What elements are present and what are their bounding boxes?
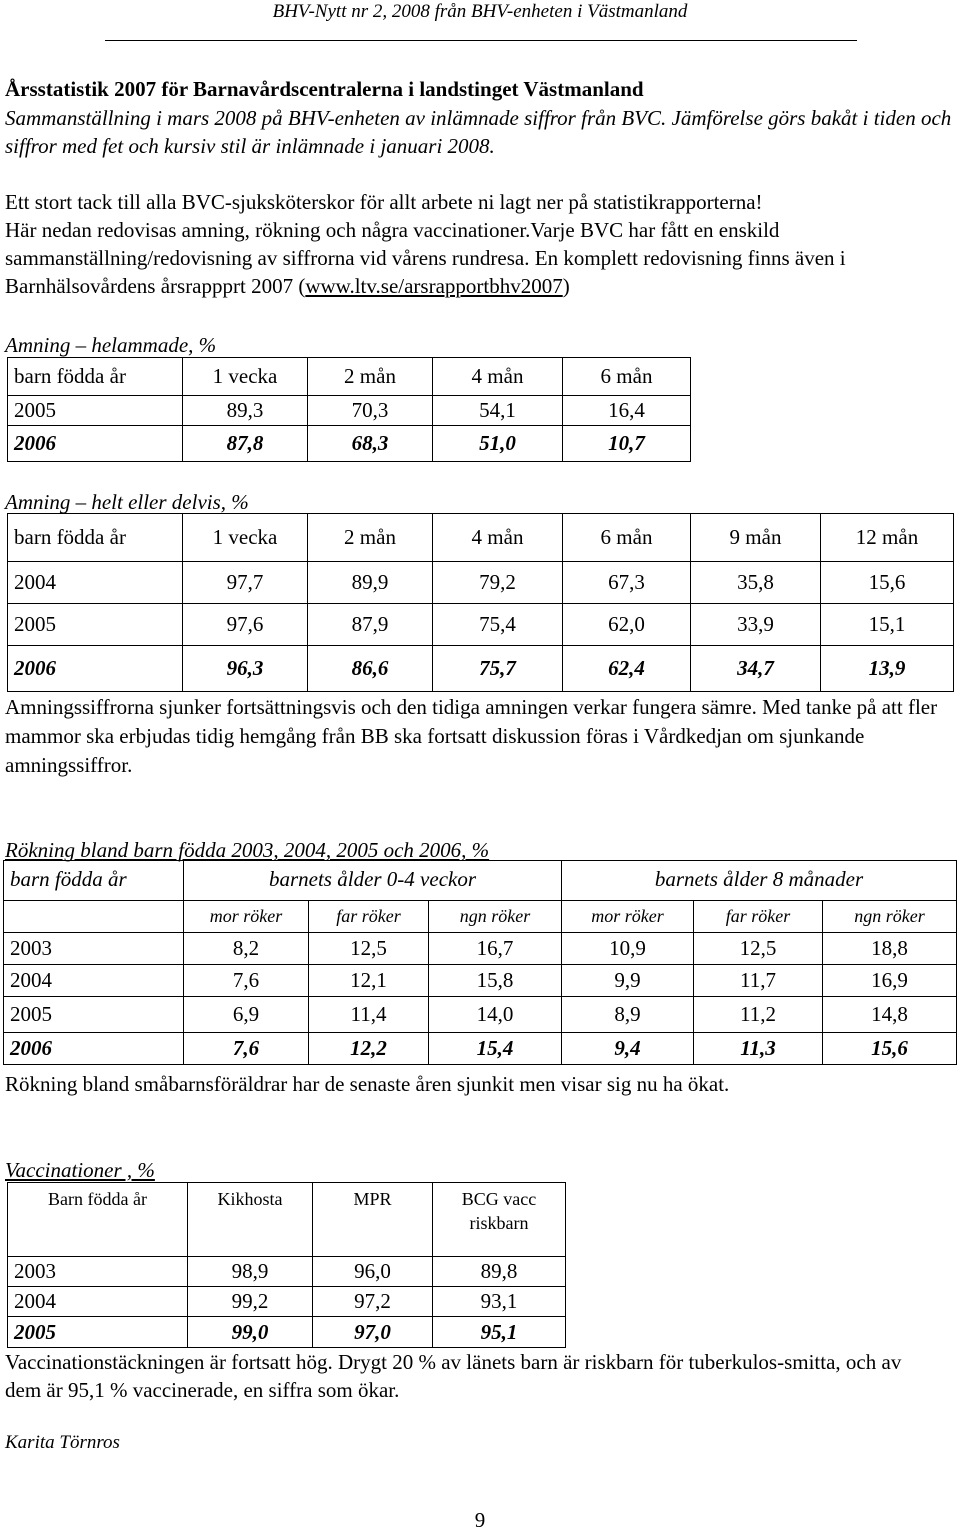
table-subheader-row (4, 901, 957, 933)
author-signature: Karita Törnros (5, 1432, 120, 1453)
page-title: Årsstatistik 2007 för Barnavårdscentralerna i landstinget Västmanland (5, 77, 644, 101)
report-link[interactable]: www.ltv.se/arsrapportbhv2007 (305, 274, 563, 298)
table-cell: 98,9 (188, 1257, 313, 1287)
table-cell: 11,2 (694, 997, 823, 1033)
table-header-cell (4, 901, 184, 933)
vaccination-table (7, 1182, 566, 1348)
table-header-cell: 4 mån (433, 358, 563, 396)
table-cell: 86,6 (308, 646, 433, 692)
table-header-cell: 6 mån (563, 358, 691, 396)
table-cell: 14,0 (429, 997, 562, 1033)
table-row (4, 997, 957, 1033)
breastfeeding-exclusive-table (7, 357, 691, 462)
table-cell: 10,9 (562, 933, 694, 965)
table-cell: 79,2 (433, 562, 563, 604)
table-cell: 15,6 (823, 1033, 957, 1065)
table-cell: 62,4 (563, 646, 691, 692)
smoking-comment: Rökning bland småbarnsföräldrar har de senaste åren sjunkit men visar sig nu ha ökat. (5, 1072, 730, 1096)
table-cell: 51,0 (433, 426, 563, 462)
table-cell: 18,8 (823, 933, 957, 965)
table-cell: 8,9 (562, 997, 694, 1033)
table-cell: 10,7 (563, 426, 691, 462)
intro-thanks: Ett stort tack till alla BVC-sjuksköterskor för allt arbete ni lagt ner på statistikrapporterna! (5, 190, 763, 214)
table-cell: 87,9 (308, 604, 433, 646)
breastfeeding-partial-caption: Amning – helt eller delvis, % (5, 490, 249, 514)
table-header-row (8, 1183, 566, 1257)
table-header-cell: 6 mån (563, 514, 691, 562)
table-cell: 12,2 (309, 1033, 429, 1065)
table-header-cell: MPR (313, 1183, 433, 1257)
table-cell: 93,1 (433, 1287, 566, 1317)
table-cell: 35,8 (691, 562, 821, 604)
table-cell: 15,8 (429, 965, 562, 997)
table-cell: 7,6 (184, 1033, 309, 1065)
table-header-row (8, 514, 954, 562)
intro-paragraph (5, 188, 955, 300)
table-cell: 96,0 (313, 1257, 433, 1287)
table-cell: 15,1 (821, 604, 954, 646)
table-cell: 54,1 (433, 396, 563, 426)
table-row (8, 1287, 566, 1317)
table-cell: 97,6 (183, 604, 308, 646)
table-cell: 15,4 (429, 1033, 562, 1065)
table-cell: 62,0 (563, 604, 691, 646)
table-header-row (4, 861, 957, 901)
table-cell: 2004 (4, 965, 184, 997)
table-header-row (8, 358, 691, 396)
table-cell: 2006 (8, 646, 183, 692)
table-header-cell: 1 vecka (183, 358, 308, 396)
breastfeeding-comment: Amningssiffrorna sjunker fortsättningsvis och den tidiga amningen verkar fungera sämre. Med tanke på att fler mammor ska erbjudas tidig hemgång från BB ska fortsatt diskussion föras i Vårdkedjan om sjunkande amningssiffror. (5, 695, 938, 777)
table-cell: 95,1 (433, 1317, 566, 1348)
table-cell: 75,4 (433, 604, 563, 646)
table-cell: 2006 (8, 426, 183, 462)
table-cell: 11,3 (694, 1033, 823, 1065)
table-cell: 2005 (8, 396, 183, 426)
smoking-caption: Rökning bland barn födda 2003, 2004, 2005 och 2006, % (5, 838, 490, 862)
table-cell: 89,9 (308, 562, 433, 604)
table-cell: 12,1 (309, 965, 429, 997)
breastfeeding-partial-table (7, 513, 954, 692)
table-header-cell: Barn födda år (8, 1183, 188, 1257)
table-header-cell: far röker (694, 901, 823, 933)
page-number: 9 (474, 1508, 486, 1532)
table-header-cell: barnets ålder 0-4 veckor (184, 861, 562, 901)
table-cell: 67,3 (563, 562, 691, 604)
table-header-cell: barn födda år (4, 861, 184, 901)
table-cell: 97,0 (313, 1317, 433, 1348)
table-cell: 12,5 (694, 933, 823, 965)
table-cell: 75,7 (433, 646, 563, 692)
table-cell: 68,3 (308, 426, 433, 462)
table-cell: 97,2 (313, 1287, 433, 1317)
table-cell: 15,6 (821, 562, 954, 604)
table-row (8, 1257, 566, 1287)
table-cell: 97,7 (183, 562, 308, 604)
table-row (4, 965, 957, 997)
table-cell: 14,8 (823, 997, 957, 1033)
table-cell: 87,8 (183, 426, 308, 462)
running-header: BHV-Nytt nr 2, 2008 från BHV-enheten i Västmanland (272, 1, 688, 22)
table-cell: 13,9 (821, 646, 954, 692)
vaccination-comment: Vaccinationstäckningen är fortsatt hög. Drygt 20 % av länets barn är riskbarn för tuberkulos-smitta, och av dem är 95,1 % vaccinerade, en siffra som ökar. (5, 1350, 902, 1402)
table-header-cell: 9 mån (691, 514, 821, 562)
table-header-cell: barnets ålder 8 månader (562, 861, 957, 901)
table-row (8, 1317, 566, 1348)
table-cell: 33,9 (691, 604, 821, 646)
table-cell: 7,6 (184, 965, 309, 997)
table-header-cell: 2 mån (308, 514, 433, 562)
table-header-cell: ngn röker (823, 901, 957, 933)
table-cell: 2005 (8, 604, 183, 646)
table-cell: 2003 (4, 933, 184, 965)
page-subtitle: Sammanställning i mars 2008 på BHV-enheten av inlämnade siffror från BVC. Jämförelse görs bakåt i tiden och siffror med fet och kursiv stil är inlämnade i januari 2008. (5, 106, 952, 158)
table-cell: 9,4 (562, 1033, 694, 1065)
table-cell: 34,7 (691, 646, 821, 692)
table-cell: 89,3 (183, 396, 308, 426)
table-cell: 9,9 (562, 965, 694, 997)
table-header-cell: barn födda år (8, 358, 183, 396)
table-header-cell: far röker (309, 901, 429, 933)
table-row (8, 562, 954, 604)
table-header-cell: BCG vacc riskbarn (433, 1183, 566, 1257)
table-row (8, 426, 691, 462)
table-row (4, 933, 957, 965)
table-cell: 16,9 (823, 965, 957, 997)
smoking-table (3, 860, 957, 1065)
table-cell: 2005 (4, 997, 184, 1033)
header-rule (105, 40, 857, 41)
table-header-cell: barn födda år (8, 514, 183, 562)
table-row (8, 646, 954, 692)
table-row (4, 1033, 957, 1065)
table-cell: 99,0 (188, 1317, 313, 1348)
table-cell: 11,4 (309, 997, 429, 1033)
table-cell: 70,3 (308, 396, 433, 426)
table-header-cell: 4 mån (433, 514, 563, 562)
table-cell: 11,7 (694, 965, 823, 997)
vaccination-caption: Vaccinationer , % (5, 1158, 155, 1182)
table-header-cell: mor röker (184, 901, 309, 933)
breastfeeding-exclusive-caption: Amning – helammade, % (5, 333, 217, 357)
table-cell: 2004 (8, 1287, 188, 1317)
table-cell: 6,9 (184, 997, 309, 1033)
table-cell: 16,4 (563, 396, 691, 426)
table-header-cell: Kikhosta (188, 1183, 313, 1257)
intro-body: Här nedan redovisas amning, rökning och några vaccinationer.Varje BVC har fått en enskild sammanställning/redovisning av siffrorna vid vårens rundresa. En komplett redovisning finns även i Barnhälsovårdens årsrappprt 2007 (www.ltv.se/arsrapportbhv2007) (5, 218, 846, 298)
table-cell: 2005 (8, 1317, 188, 1348)
table-header-cell: mor röker (562, 901, 694, 933)
table-header-cell: 12 mån (821, 514, 954, 562)
table-cell: 96,3 (183, 646, 308, 692)
table-cell: 89,8 (433, 1257, 566, 1287)
table-cell: 99,2 (188, 1287, 313, 1317)
table-cell: 2004 (8, 562, 183, 604)
table-cell: 12,5 (309, 933, 429, 965)
table-cell: 2003 (8, 1257, 188, 1287)
table-header-cell: 2 mån (308, 358, 433, 396)
table-cell: 8,2 (184, 933, 309, 965)
table-row (8, 604, 954, 646)
table-cell: 2006 (4, 1033, 184, 1065)
table-header-cell: ngn röker (429, 901, 562, 933)
table-header-cell: 1 vecka (183, 514, 308, 562)
table-cell: 16,7 (429, 933, 562, 965)
table-row (8, 396, 691, 426)
